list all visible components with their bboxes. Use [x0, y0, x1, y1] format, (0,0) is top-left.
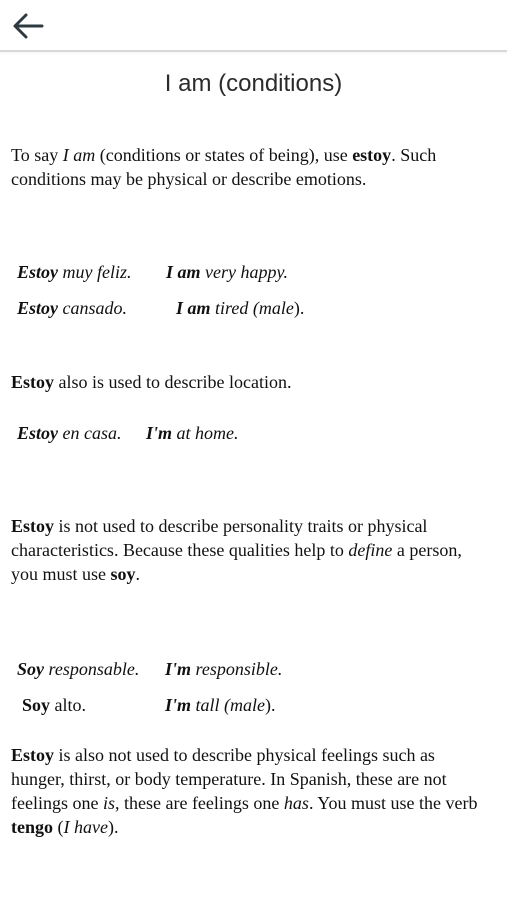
location-paragraph: Estoy also is used to describe location. [11, 372, 292, 392]
page-title: I am (conditions) [164, 70, 343, 97]
arrow-left-icon [11, 11, 45, 41]
top-bar [0, 0, 507, 52]
example-spanish: Estoy cansado. [17, 298, 128, 318]
feelings-paragraph: Estoy is also not used to describe physical feelings such as hunger, thirst, or body temperature. In Spanish, these are not feelings one is, these are feelings one has. You must use the verb tengo (I have). [11, 745, 478, 837]
example-english: I am very happy. [166, 262, 288, 282]
example-spanish: Estoy en casa. [17, 423, 122, 443]
example-spanish: Estoy muy feliz. [17, 262, 132, 282]
traits-paragraph: Estoy is not used to describe personality traits or physical characteristics. Because these qualities help to define a person, you must use soy. [11, 516, 462, 584]
example-english: I'm tall (male). [165, 695, 276, 715]
example-spanish: Soy alto. [22, 695, 87, 715]
example-english: I'm responsible. [165, 659, 283, 679]
intro-paragraph: To say I am (conditions or states of being), use estoy. Such conditions may be physical or describe emotions. [11, 145, 437, 189]
example-spanish: Soy responsable. [17, 659, 140, 679]
example-english: I am tired (male). [176, 298, 305, 318]
example-english: I'm at home. [146, 423, 239, 443]
back-button[interactable] [8, 8, 48, 44]
